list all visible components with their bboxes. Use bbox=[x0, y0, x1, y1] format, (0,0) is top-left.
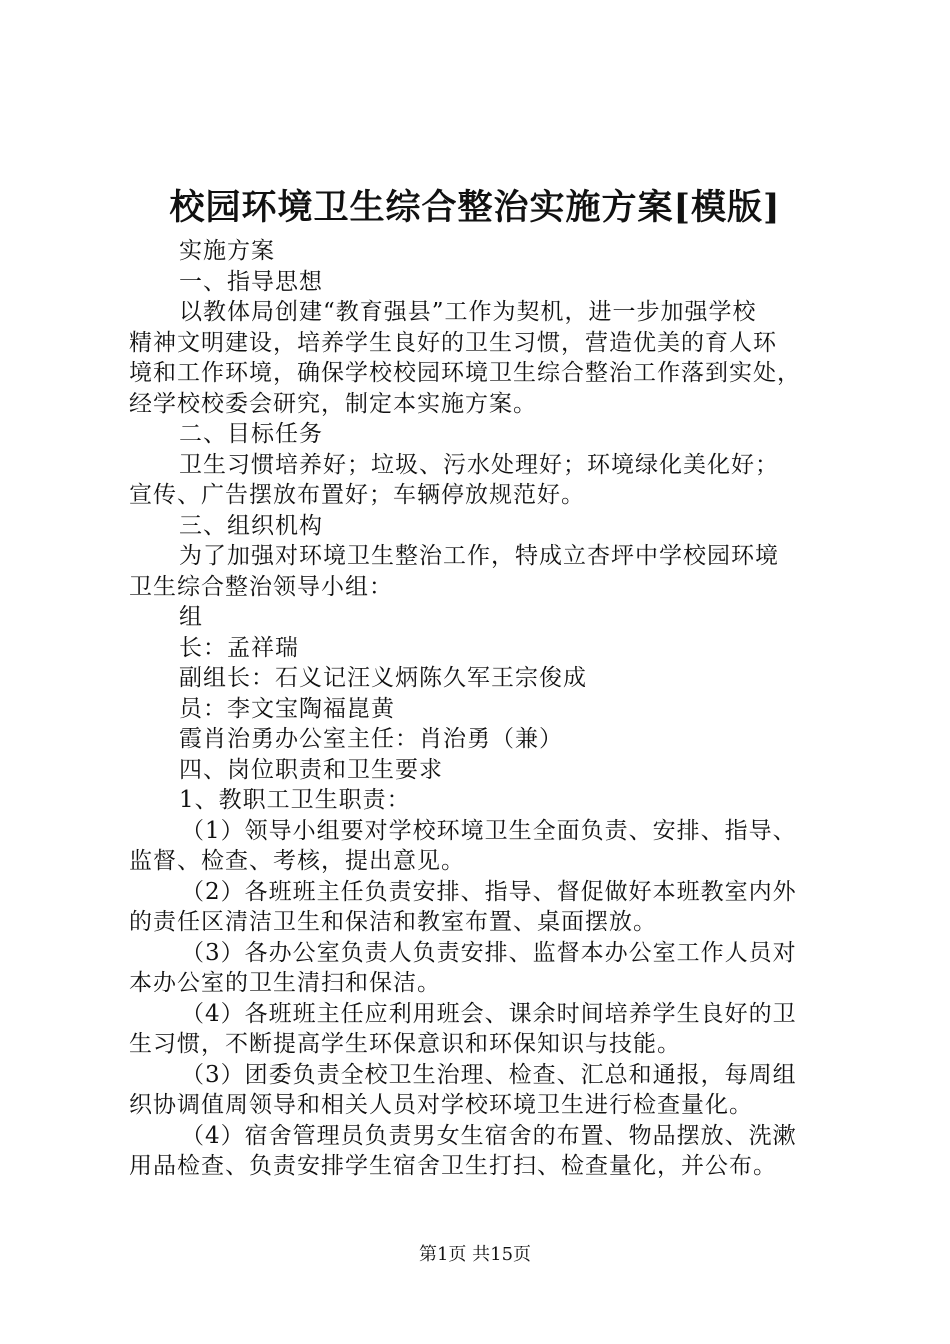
list-item-line: （4）各班班主任应利用班会、课余时间培养学生良好的卫 bbox=[181, 1000, 797, 1027]
section-heading: 二、目标任务 bbox=[179, 421, 323, 447]
list-item-line: 本办公室的卫生清扫和保洁。 bbox=[129, 970, 441, 996]
list-item-line: 织协调值周领导和相关人员对学校环境卫生进行检查量化。 bbox=[129, 1092, 753, 1118]
paragraph-line: 境和工作环境，确保学校校园环境卫生综合整治工作落到实处， bbox=[129, 360, 801, 386]
list-item-line: （3）团委负责全校卫生治理、检查、汇总和通报，每周组 bbox=[181, 1061, 797, 1088]
paragraph-line: 卫生习惯培养好；垃圾、污水处理好；环境绿化美化好； bbox=[179, 451, 779, 478]
paragraph-line: 宣传、广告摆放布置好；车辆停放规范好。 bbox=[129, 482, 585, 508]
section-heading: 一、指导思想 bbox=[179, 268, 323, 295]
list-item-line: （4）宿舍管理员负责男女生宿舍的布置、物品摆放、洗漱 bbox=[181, 1122, 797, 1149]
list-item-line: （1）领导小组要对学校环境卫生全面负责、安排、指导、 bbox=[181, 817, 797, 844]
document-body bbox=[129, 236, 829, 1182]
paragraph-line: 长：孟祥瑞 bbox=[179, 634, 299, 661]
paragraph-line: 副组长：石义记汪义炳陈久军王宗俊成 bbox=[179, 665, 587, 691]
subsection-heading: 1、教职工卫生职责： bbox=[179, 787, 411, 813]
list-item-line: 用品检查、负责安排学生宿舍卫生打扫、检查量化，并公布。 bbox=[129, 1153, 777, 1179]
paragraph-line: 经学校校委会研究，制定本实施方案。 bbox=[129, 390, 537, 417]
paragraph-line: 以教体局创建“教育强县”工作为契机，进一步加强学校 bbox=[179, 299, 757, 325]
list-item-line: 的责任区清洁卫生和保洁和教室布置、桌面摆放。 bbox=[129, 909, 657, 935]
section-label: 实施方案 bbox=[179, 238, 275, 264]
paragraph-line: 组 bbox=[179, 604, 203, 630]
document-title: 校园环境卫生综合整治实施方案[模版] bbox=[169, 187, 781, 228]
list-item-line: （2）各班班主任负责安排、指导、督促做好本班教室内外 bbox=[181, 878, 797, 905]
list-item-line: 监督、检查、考核，提出意见。 bbox=[129, 848, 465, 874]
paragraph-line: 为了加强对环境卫生整治工作，特成立杏坪中学校园环境 bbox=[179, 543, 779, 569]
paragraph-line: 精神文明建设，培养学生良好的卫生习惯，营造优美的育人环 bbox=[129, 329, 777, 356]
section-heading: 四、岗位职责和卫生要求 bbox=[179, 756, 443, 783]
page-number: 第1页 共15页 bbox=[418, 1244, 532, 1265]
paragraph-line: 霞肖治勇办公室主任：肖治勇（兼） bbox=[179, 726, 563, 752]
list-item-line: （3）各办公室负责人负责安排、监督本办公室工作人员对 bbox=[181, 939, 797, 966]
paragraph-line: 员：李文宝陶福崑黄 bbox=[179, 695, 395, 722]
section-heading: 三、组织机构 bbox=[179, 512, 323, 539]
paragraph-line: 卫生综合整治领导小组： bbox=[129, 573, 393, 600]
list-item-line: 生习惯，不断提高学生环保意识和环保知识与技能。 bbox=[129, 1031, 681, 1057]
